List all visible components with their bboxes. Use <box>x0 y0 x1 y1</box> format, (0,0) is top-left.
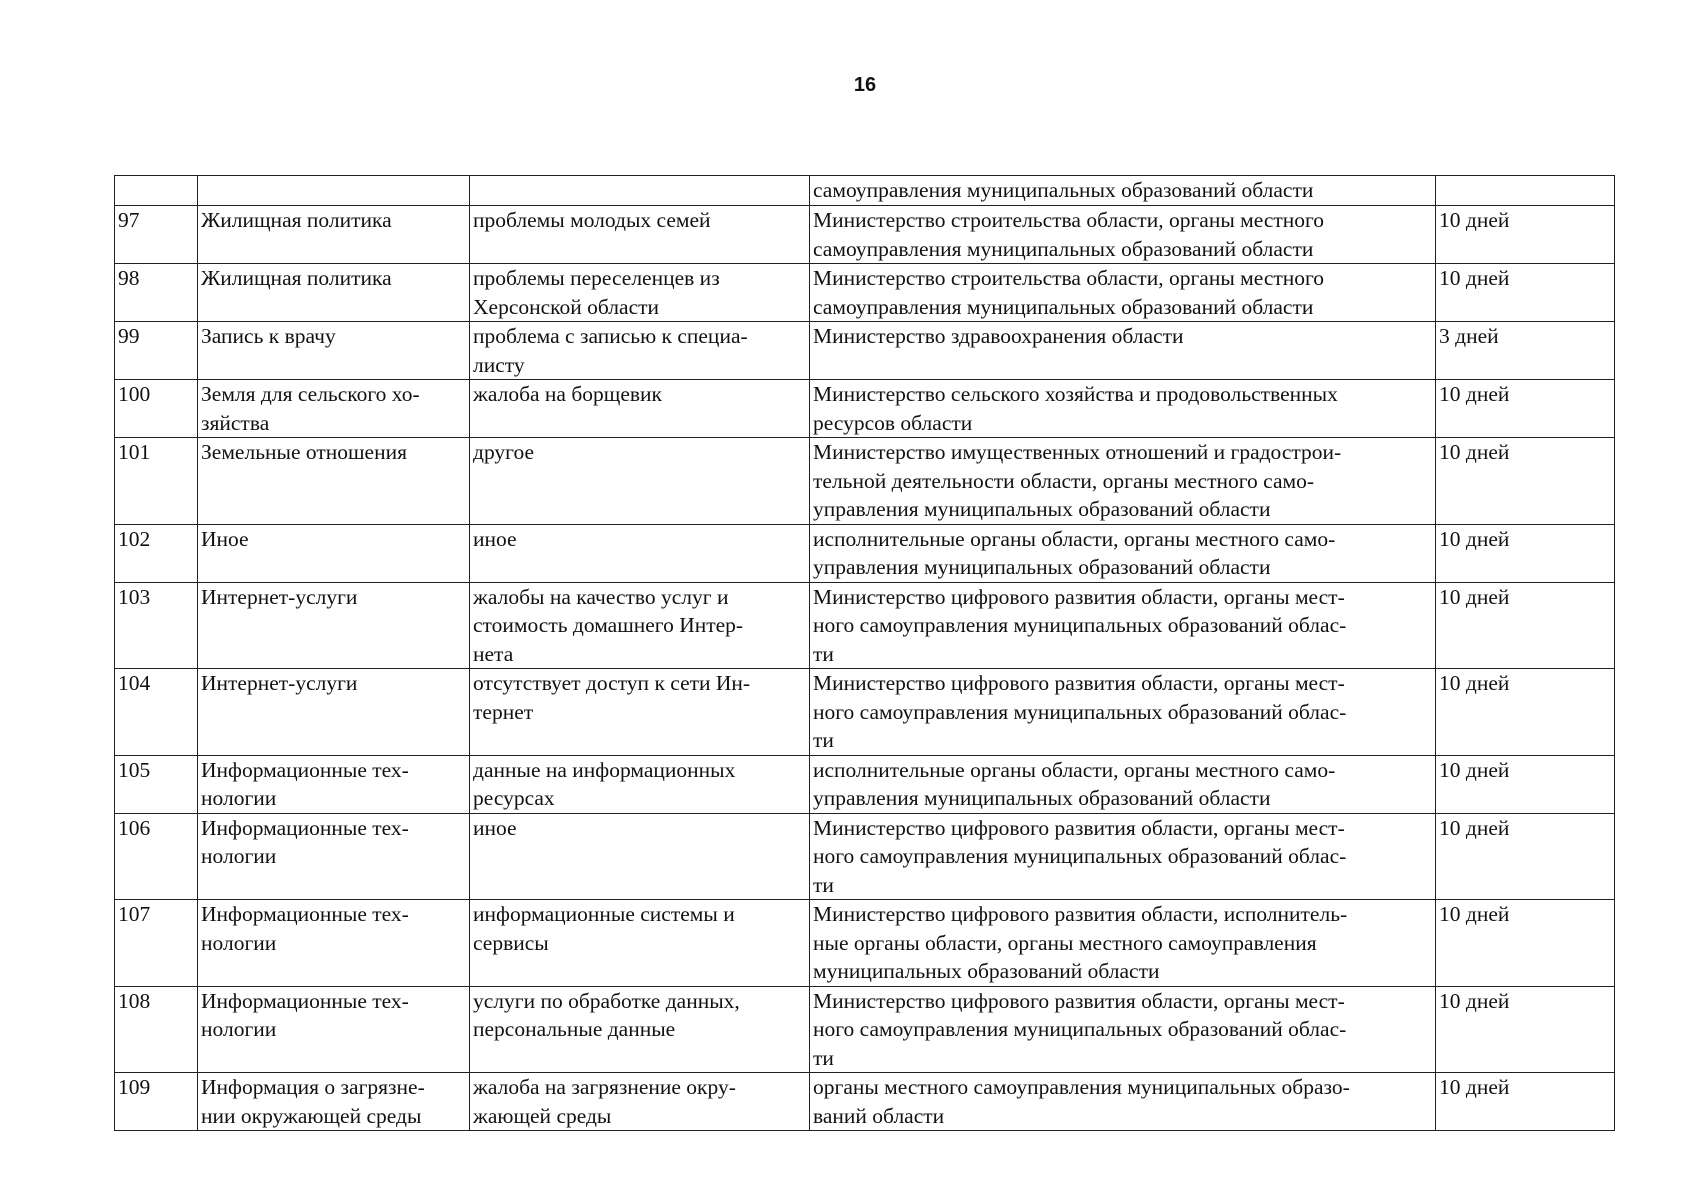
topic-cell-text: Интернет-услуги <box>201 671 358 695</box>
responsible-organ-cell-text: Министерство цифрового развития области, органы мест- ного самоуправления муниципальных образований облас- ти <box>813 988 1347 1070</box>
table-row <box>115 438 1615 525</box>
term-cell <box>1436 900 1615 987</box>
topic-cell <box>198 755 470 813</box>
table-row <box>115 813 1615 900</box>
table-row <box>115 380 1615 438</box>
table-body <box>115 176 1615 1131</box>
row-number-cell-text: 108 <box>118 988 151 1013</box>
table-row <box>115 264 1615 322</box>
table-row <box>115 900 1615 987</box>
responsible-organ-cell-text: органы местного самоуправления муниципальных образо- ваний области <box>813 1075 1350 1128</box>
responsible-organ-cell <box>810 669 1436 756</box>
row-number-cell-text: 102 <box>118 526 151 551</box>
row-number-cell <box>115 813 198 900</box>
issue-cell <box>470 438 810 525</box>
term-cell-text: 10 дней <box>1439 757 1510 782</box>
term-cell <box>1436 438 1615 525</box>
issue-cell <box>470 380 810 438</box>
term-cell <box>1436 206 1615 264</box>
topic-cell <box>198 582 470 669</box>
issue-cell <box>470 206 810 264</box>
row-number-cell-text: 103 <box>118 584 151 609</box>
responsible-organ-cell-text: Министерство цифрового развития области, органы мест- ного самоуправления муниципальных образований облас- ти <box>813 815 1347 897</box>
page-number: 16 <box>853 74 877 96</box>
term-cell-text: 10 дней <box>1439 815 1510 840</box>
term-cell-text: 10 дней <box>1439 584 1510 609</box>
topic-cell-text: Информация о загрязне- нии окружающей среды <box>201 1075 425 1128</box>
row-number-cell <box>115 582 198 669</box>
term-cell <box>1436 264 1615 322</box>
topic-cell <box>198 1073 470 1131</box>
issue-cell-text: услуги по обработке данных, персональные данные <box>473 988 740 1041</box>
topic-cell-text: Земля для сельского хо- зяйства <box>201 382 420 435</box>
row-number-cell <box>115 524 198 582</box>
appeals-table <box>114 175 1615 1131</box>
responsible-organ-cell <box>810 755 1436 813</box>
issue-cell-text: жалоба на загрязнение окру- жающей среды <box>473 1075 736 1128</box>
responsible-organ-cell-text: Министерство цифрового развития области, органы мест- ного самоуправления муниципальных образований облас- ти <box>813 584 1347 666</box>
term-cell-text: 10 дней <box>1439 988 1510 1013</box>
topic-cell <box>198 438 470 525</box>
table-row <box>115 669 1615 756</box>
term-cell <box>1436 176 1615 206</box>
row-number-cell <box>115 669 198 756</box>
issue-cell-text: проблема с записью к специа- листу <box>473 324 748 377</box>
row-number-cell <box>115 176 198 206</box>
topic-cell-text: Запись к врачу <box>201 324 336 348</box>
table-row <box>115 986 1615 1073</box>
term-cell-text: 3 дней <box>1439 324 1499 348</box>
row-number-cell-text: 100 <box>118 382 151 406</box>
term-cell-text: 10 дней <box>1439 440 1510 464</box>
issue-cell-text: проблемы переселенцев из Херсонской области <box>473 266 720 319</box>
topic-cell <box>198 524 470 582</box>
responsible-organ-cell-text: исполнительные органы области, органы местного само- управления муниципальных образований области <box>813 526 1336 579</box>
topic-cell <box>198 206 470 264</box>
topic-cell-text: Земельные отношения <box>201 440 407 464</box>
topic-cell <box>198 322 470 380</box>
issue-cell <box>470 986 810 1073</box>
topic-cell-text: Информационные тех- нологии <box>201 815 409 868</box>
issue-cell <box>470 1073 810 1131</box>
row-number-cell <box>115 986 198 1073</box>
responsible-organ-cell <box>810 986 1436 1073</box>
term-cell <box>1436 582 1615 669</box>
responsible-organ-cell <box>810 206 1436 264</box>
row-number-cell <box>115 380 198 438</box>
responsible-organ-cell <box>810 438 1436 525</box>
term-cell <box>1436 524 1615 582</box>
table-row <box>115 206 1615 264</box>
row-number-cell-text: 99 <box>118 324 140 348</box>
row-number-cell <box>115 264 198 322</box>
row-number-cell <box>115 1073 198 1131</box>
row-number-cell <box>115 206 198 264</box>
term-cell <box>1436 669 1615 756</box>
term-cell <box>1436 1073 1615 1131</box>
responsible-organ-cell-text: Министерство строительства области, органы местного самоуправления муниципальных образований области <box>813 208 1325 261</box>
row-number-cell <box>115 322 198 380</box>
issue-cell-text: жалоба на борщевик <box>473 382 662 406</box>
row-number-cell-text: 98 <box>118 266 140 290</box>
responsible-organ-cell-text: Министерство сельского хозяйства и продовольственных ресурсов области <box>813 382 1338 435</box>
term-cell <box>1436 322 1615 380</box>
term-cell <box>1436 986 1615 1073</box>
issue-cell-text: отсутствует доступ к сети Ин- тернет <box>473 671 751 724</box>
responsible-organ-cell <box>810 176 1436 206</box>
issue-cell <box>470 524 810 582</box>
topic-cell <box>198 813 470 900</box>
term-cell-text: 10 дней <box>1439 382 1510 406</box>
topic-cell-text: Информационные тех- нологии <box>201 757 409 810</box>
term-cell-text: 10 дней <box>1439 902 1510 926</box>
topic-cell <box>198 380 470 438</box>
issue-cell <box>470 813 810 900</box>
table-row <box>115 755 1615 813</box>
responsible-organ-cell <box>810 582 1436 669</box>
issue-cell-text: данные на информационных ресурсах <box>473 757 736 810</box>
issue-cell <box>470 900 810 987</box>
topic-cell-text: Иное <box>201 526 249 551</box>
term-cell-text: 10 дней <box>1439 671 1510 695</box>
issue-cell-text: другое <box>473 440 534 464</box>
row-number-cell <box>115 900 198 987</box>
issue-cell-text: иное <box>473 815 517 840</box>
issue-cell-text: информационные системы и сервисы <box>473 902 735 955</box>
responsible-organ-cell-text: Министерство цифрового развития области, исполнитель- ные органы области, органы местного самоуправления муниципальных образований области <box>813 902 1348 983</box>
term-cell-text: 10 дней <box>1439 1075 1510 1099</box>
term-cell-text: 10 дней <box>1439 526 1510 551</box>
issue-cell-text: проблемы молодых семей <box>473 208 711 232</box>
issue-cell <box>470 176 810 206</box>
row-number-cell <box>115 438 198 525</box>
responsible-organ-cell-text: исполнительные органы области, органы местного само- управления муниципальных образований области <box>813 757 1336 810</box>
topic-cell-text: Интернет-услуги <box>201 584 358 609</box>
responsible-organ-cell <box>810 524 1436 582</box>
row-number-cell-text: 105 <box>118 757 151 782</box>
row-number-cell-text: 109 <box>118 1075 151 1099</box>
table-row <box>115 524 1615 582</box>
issue-cell <box>470 264 810 322</box>
responsible-organ-cell-text: Министерство имущественных отношений и градострои- тельной деятельности области, органы местного само- управления муниципальных образований области <box>813 440 1342 521</box>
row-number-cell-text: 101 <box>118 440 151 464</box>
responsible-organ-cell <box>810 380 1436 438</box>
topic-cell <box>198 264 470 322</box>
term-cell-text: 10 дней <box>1439 266 1510 290</box>
responsible-organ-cell <box>810 900 1436 987</box>
responsible-organ-cell-text: Министерство строительства области, органы местного самоуправления муниципальных образований области <box>813 266 1325 319</box>
issue-cell <box>470 755 810 813</box>
responsible-organ-cell-text: самоуправления муниципальных образований области <box>813 178 1314 202</box>
table-row <box>115 1073 1615 1131</box>
topic-cell-text: Информационные тех- нологии <box>201 988 409 1041</box>
topic-cell-text: Жилищная политика <box>201 266 392 290</box>
issue-cell-text: жалобы на качество услуг и стоимость домашнего Интер- нета <box>473 584 744 666</box>
term-cell <box>1436 380 1615 438</box>
responsible-organ-cell <box>810 322 1436 380</box>
row-number-cell-text: 106 <box>118 815 151 840</box>
responsible-organ-cell-text: Министерство здравоохранения области <box>813 324 1184 348</box>
issue-cell <box>470 582 810 669</box>
table-row <box>115 176 1615 206</box>
topic-cell <box>198 986 470 1073</box>
row-number-cell <box>115 755 198 813</box>
topic-cell-text: Информационные тех- нологии <box>201 902 409 955</box>
responsible-organ-cell <box>810 813 1436 900</box>
topic-cell <box>198 669 470 756</box>
row-number-cell-text: 104 <box>118 671 151 695</box>
table-row <box>115 322 1615 380</box>
term-cell-text: 10 дней <box>1439 208 1510 232</box>
responsible-organ-cell-text: Министерство цифрового развития области, органы мест- ного самоуправления муниципальных образований облас- ти <box>813 671 1347 752</box>
term-cell <box>1436 755 1615 813</box>
topic-cell <box>198 900 470 987</box>
issue-cell-text: иное <box>473 526 517 551</box>
table-row <box>115 582 1615 669</box>
responsible-organ-cell <box>810 264 1436 322</box>
issue-cell <box>470 669 810 756</box>
responsible-organ-cell <box>810 1073 1436 1131</box>
topic-cell <box>198 176 470 206</box>
row-number-cell-text: 97 <box>118 208 140 232</box>
issue-cell <box>470 322 810 380</box>
term-cell <box>1436 813 1615 900</box>
topic-cell-text: Жилищная политика <box>201 208 392 232</box>
row-number-cell-text: 107 <box>118 902 151 926</box>
